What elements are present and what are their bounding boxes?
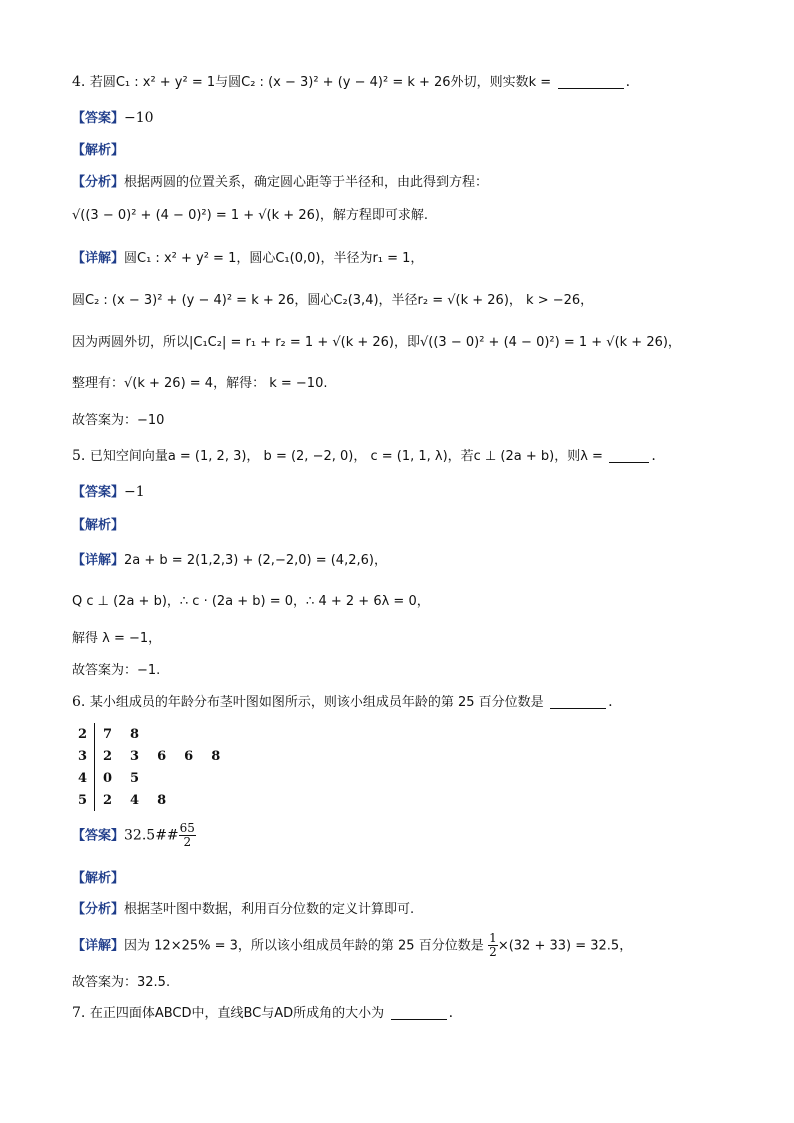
leaf-value: 4 — [130, 792, 140, 808]
q6-analysis — [72, 868, 124, 889]
q6-question — [72, 692, 613, 713]
q5-number: 5. — [72, 448, 86, 464]
q6-answer-tag: 【答案】 — [72, 828, 125, 844]
q6-answer — [72, 822, 196, 850]
leaf-value: 8 — [130, 726, 140, 742]
q6-text: 某小组成员的年龄分布茎叶图如图所示，则该小组成员年龄的第 25 百分位数是 — [89, 695, 544, 710]
q4-blank — [558, 74, 624, 89]
q6-detail-1b-text: ×(32 + 33) = 32.5， — [497, 938, 633, 954]
q5-answer — [72, 482, 145, 503]
q5-conclusion — [72, 660, 160, 681]
q6-detail-tag: 【详解】 — [72, 938, 125, 954]
leaf-value: 3 — [130, 748, 140, 764]
q5-detail-tag: 【详解】 — [72, 553, 125, 568]
stem-value: 4 — [78, 767, 95, 789]
stem-value: 5 — [78, 789, 95, 811]
stem-value: 3 — [78, 745, 95, 767]
q6-fenxi-tag: 【分析】 — [72, 902, 125, 917]
q5-blank — [609, 448, 649, 463]
q7-blank — [391, 1005, 447, 1020]
q5-end: . — [651, 448, 656, 464]
q6-answer-numerator: 65 — [179, 821, 195, 835]
leaf-value: 5 — [130, 770, 140, 786]
stem-row — [78, 789, 230, 811]
q6-answer-fraction — [179, 822, 196, 849]
q4-answer-value: −10 — [124, 110, 154, 126]
q7-end: . — [448, 1005, 454, 1021]
q7-number: 7. — [72, 1005, 86, 1021]
q4-detail-1-text: 圆C₁ : x² + y² = 1，圆心C₁(0,0)，半径为r₁ = 1， — [124, 251, 424, 266]
q6-answer-denominator: 2 — [183, 835, 192, 849]
q4-conclusion — [72, 410, 164, 431]
q7-question — [72, 1003, 453, 1024]
q6-detail-1a-text: 因为 12×25% = 3，所以该小组成员年龄的第 25 百分位数是 — [124, 938, 484, 954]
q4-detail-3-text: 因为两圆外切，所以|C₁C₂| = r₁ + r₂ = 1 + √(k + 26)，即√((3 − 0)² + (4 − 0)²) = 1 + √(k + 26)， — [72, 335, 681, 350]
q5-detail-3 — [72, 628, 161, 649]
q4-detail-3 — [72, 332, 681, 353]
q6-detail-numerator: 1 — [489, 931, 497, 945]
q4-question — [72, 72, 630, 93]
q5-detail-1 — [72, 550, 387, 571]
q5-analysis — [72, 515, 124, 536]
q4-number: 4. — [72, 74, 86, 90]
stem-row — [78, 767, 230, 789]
q4-fenxi — [72, 172, 488, 193]
leaf-value: 8 — [157, 792, 167, 808]
leaf-value: 6 — [184, 748, 194, 764]
q4-conclusion-text: 故答案为：−10 — [72, 413, 165, 428]
q5-answer-value: −1 — [124, 484, 145, 500]
q4-detail-1 — [72, 248, 423, 269]
leaf-value: 2 — [103, 748, 113, 764]
stem-leaf-plot — [78, 723, 230, 811]
q4-text: 若圆C₁ : x² + y² = 1与圆C₂ : (x − 3)² + (y − 4)² = k + 26外切，则实数k = — [89, 75, 552, 90]
stem-row — [78, 745, 230, 767]
leaf-value: 6 — [157, 748, 167, 764]
stem-row — [78, 723, 230, 745]
q7-text: 在正四面体ABCD中，直线BC与AD所成角的大小为 — [89, 1006, 385, 1021]
q6-fenxi-text: 根据茎叶图中数据，利用百分位数的定义计算即可. — [124, 902, 415, 917]
q4-answer-tag: 【答案】 — [72, 111, 125, 126]
q4-analysis — [72, 140, 124, 161]
q5-conclusion-text: 故答案为：−1. — [72, 663, 161, 678]
q5-detail-1-text: 2a + b = 2(1,2,3) + (2,−2,0) = (4,2,6)， — [124, 553, 387, 568]
leaf-value: 7 — [103, 726, 113, 742]
q6-detail-fraction — [488, 932, 498, 959]
q4-detail-2-text: 圆C₂ : (x − 3)² + (y − 4)² = k + 26，圆心C₂(3,4)，半径r₂ = √(k + 26)， k > −26， — [72, 293, 594, 308]
q6-conclusion-text: 故答案为：32.5. — [72, 975, 171, 990]
q6-answer-prefix: 32.5## — [124, 827, 179, 844]
leaf-value: 8 — [211, 748, 221, 764]
q4-fenxi-formula-text: √((3 − 0)² + (4 − 0)²) = 1 + √(k + 26)，解方程即可求解. — [72, 208, 429, 223]
q6-conclusion — [72, 972, 170, 993]
q4-analysis-tag: 【解析】 — [72, 143, 125, 158]
q5-question — [72, 446, 656, 467]
q5-analysis-tag: 【解析】 — [72, 518, 125, 533]
q4-fenxi-tag: 【分析】 — [72, 175, 125, 190]
leaf-value: 2 — [103, 792, 113, 808]
q5-detail-2 — [72, 591, 430, 612]
q6-end: . — [608, 694, 613, 710]
q5-detail-3-text: 解得 λ = −1， — [72, 631, 162, 646]
stem-value: 2 — [78, 723, 95, 745]
q4-fenxi-formula — [72, 205, 428, 226]
q4-fenxi-text: 根据两圆的位置关系，确定圆心距等于半径和，由此得到方程： — [124, 175, 489, 190]
q4-end: . — [625, 74, 631, 90]
q5-answer-tag: 【答案】 — [72, 485, 125, 500]
q4-detail-4-text: 整理有：√(k + 26) = 4，解得： k = −10. — [72, 376, 328, 391]
q6-detail-denominator: 2 — [489, 945, 497, 959]
q5-detail-2-text: Q c ⊥ (2a + b)，∴ c · (2a + b) = 0，∴ 4 + 2 + 6λ = 0， — [72, 594, 430, 609]
q4-detail-tag: 【详解】 — [72, 251, 125, 266]
q6-analysis-tag: 【解析】 — [72, 871, 125, 886]
q4-detail-4 — [72, 373, 327, 394]
q6-number: 6. — [72, 694, 86, 710]
q5-text: 已知空间向量a = (1, 2, 3)， b = (2, −2, 0)， c = (1, 1, λ)，若c ⊥ (2a + b)，则λ = — [89, 449, 603, 464]
leaf-value: 0 — [103, 770, 113, 786]
q4-detail-2 — [72, 290, 593, 311]
q6-blank — [550, 694, 606, 709]
q6-fenxi — [72, 899, 414, 920]
q4-answer — [72, 108, 154, 129]
q6-detail-1 — [72, 932, 632, 960]
